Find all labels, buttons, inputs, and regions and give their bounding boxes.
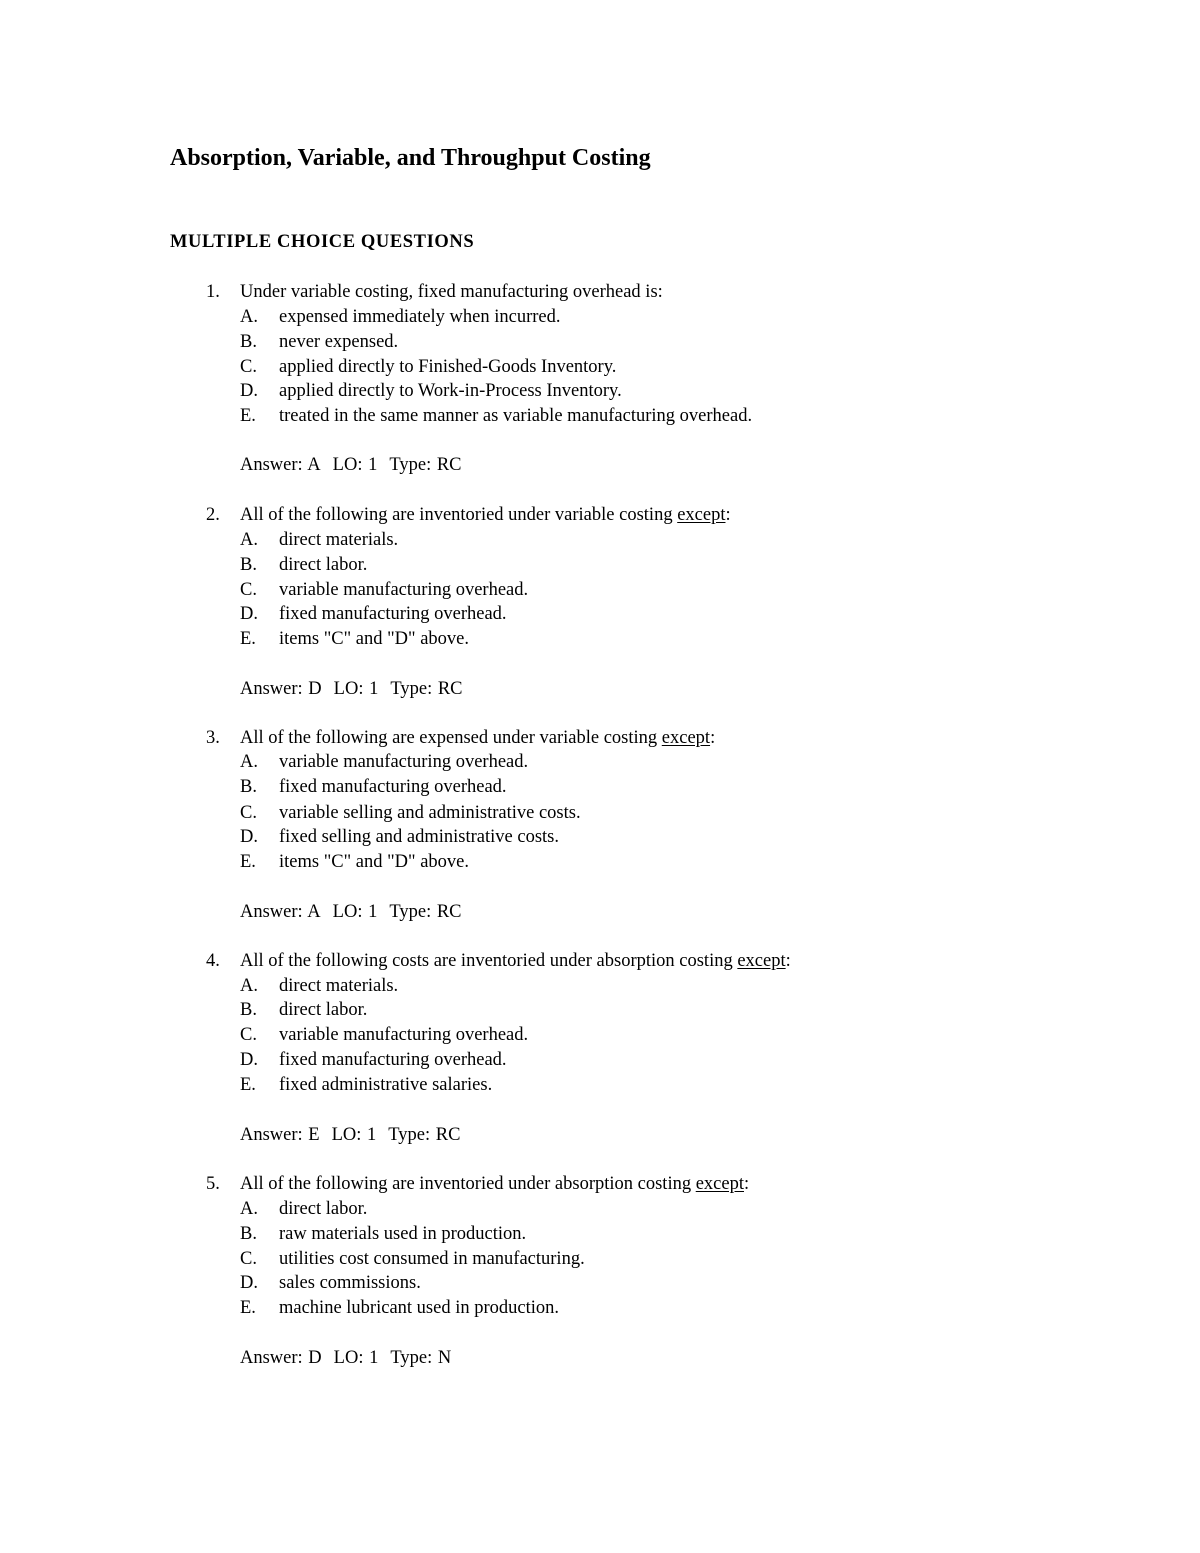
option-letter: E.	[240, 852, 256, 872]
question-stem-text: All of the following costs are inventoried under absorption costing	[240, 951, 738, 971]
option-text: direct materials.	[279, 530, 399, 550]
question-type: Type: RC	[388, 1125, 461, 1145]
option-letter: A.	[240, 530, 258, 550]
option-letter: C.	[240, 803, 257, 823]
option-letter: A.	[240, 752, 258, 772]
answer-key: Answer: D	[240, 1348, 322, 1368]
option-text: treated in the same manner as variable manufacturing overhead.	[279, 406, 753, 426]
option-letter: D.	[240, 1273, 258, 1293]
option-letter: C.	[240, 1249, 257, 1269]
option-text: items "C" and "D" above.	[279, 852, 469, 872]
page-title: Absorption, Variable, and Throughput Costing	[170, 145, 651, 171]
question-number: 2.	[206, 505, 220, 525]
option-letter: E.	[240, 629, 256, 649]
answer-key: Answer: E	[240, 1125, 320, 1145]
answer-line	[240, 453, 462, 478]
option-text: applied directly to Work-in-Process Inventory.	[279, 381, 622, 401]
option-letter: C.	[240, 1025, 257, 1045]
option-text: direct labor.	[279, 555, 368, 575]
option-letter: B.	[240, 777, 257, 797]
option-letter: D.	[240, 827, 258, 847]
option-text: fixed administrative salaries.	[279, 1075, 493, 1095]
option-text: variable manufacturing overhead.	[279, 752, 529, 772]
option-letter: C.	[240, 357, 257, 377]
question-stem-end: :	[710, 728, 716, 748]
option-text: fixed manufacturing overhead.	[279, 1050, 507, 1070]
question-stem-emphasis: except	[677, 505, 726, 525]
option-text: variable manufacturing overhead.	[279, 1025, 529, 1045]
option-letter: E.	[240, 1075, 256, 1095]
option-letter: B.	[240, 1000, 257, 1020]
question-type: Type: RC	[390, 679, 463, 699]
question-number: 4.	[206, 951, 220, 971]
option-letter: D.	[240, 381, 258, 401]
answer-line	[240, 677, 463, 702]
option-letter: D.	[240, 604, 258, 624]
option-letter: E.	[240, 1298, 256, 1318]
option-letter: B.	[240, 332, 257, 352]
option-letter: E.	[240, 406, 256, 426]
option-letter: A.	[240, 307, 258, 327]
option-letter: A.	[240, 976, 258, 996]
option-text: direct labor.	[279, 1000, 368, 1020]
question-type: Type: RC	[389, 455, 462, 475]
question-type: Type: N	[390, 1348, 452, 1368]
option-text: items "C" and "D" above.	[279, 629, 469, 649]
option-text: machine lubricant used in production.	[279, 1298, 559, 1318]
option-text: never expensed.	[279, 332, 399, 352]
option-text: direct labor.	[279, 1199, 368, 1219]
question-number: 3.	[206, 728, 220, 748]
option-text: expensed immediately when incurred.	[279, 307, 561, 327]
option-text: raw materials used in production.	[279, 1224, 527, 1244]
option-text: fixed selling and administrative costs.	[279, 827, 560, 847]
question-stem-text: All of the following are inventoried under absorption costing	[240, 1174, 696, 1194]
question-stem	[240, 726, 715, 751]
option-text: utilities cost consumed in manufacturing.	[279, 1249, 585, 1269]
answer-line	[240, 900, 462, 925]
question-stem-end: :	[725, 505, 731, 525]
question-stem	[240, 1172, 749, 1197]
option-text: sales commissions.	[279, 1273, 421, 1293]
option-letter: D.	[240, 1050, 258, 1070]
answer-key: Answer: A	[240, 455, 321, 475]
option-text: fixed manufacturing overhead.	[279, 777, 507, 797]
option-letter: C.	[240, 580, 257, 600]
option-letter: B.	[240, 1224, 257, 1244]
learning-objective: LO: 1	[332, 902, 378, 922]
learning-objective: LO: 1	[331, 1125, 377, 1145]
question-number: 5.	[206, 1174, 220, 1194]
question-stem	[240, 949, 791, 974]
question-stem	[240, 280, 663, 305]
option-text: direct materials.	[279, 976, 399, 996]
section-heading: MULTIPLE CHOICE QUESTIONS	[170, 232, 475, 252]
question-stem-emphasis: except	[695, 1174, 744, 1194]
question-stem-end: :	[785, 951, 791, 971]
question-stem-emphasis: except	[737, 951, 786, 971]
answer-key: Answer: D	[240, 679, 322, 699]
question-stem-end: :	[744, 1174, 750, 1194]
option-text: applied directly to Finished-Goods Inventory.	[279, 357, 617, 377]
question-stem-text: All of the following are expensed under variable costing	[240, 728, 662, 748]
option-text: variable manufacturing overhead.	[279, 580, 529, 600]
option-letter: A.	[240, 1199, 258, 1219]
question-stem-text: Under variable costing, fixed manufacturing overhead is:	[240, 282, 663, 302]
option-letter: B.	[240, 555, 257, 575]
question-stem-text: All of the following are inventoried under variable costing	[240, 505, 678, 525]
learning-objective: LO: 1	[333, 1348, 379, 1368]
question-stem-emphasis: except	[661, 728, 711, 748]
answer-line	[240, 1346, 451, 1371]
option-text: variable selling and administrative costs.	[279, 803, 581, 823]
question-type: Type: RC	[389, 902, 462, 922]
answer-key: Answer: A	[240, 902, 321, 922]
question-stem	[240, 503, 731, 528]
answer-line	[240, 1123, 460, 1148]
question-number: 1.	[206, 282, 220, 302]
option-text: fixed manufacturing overhead.	[279, 604, 507, 624]
learning-objective: LO: 1	[332, 455, 378, 475]
learning-objective: LO: 1	[333, 679, 379, 699]
